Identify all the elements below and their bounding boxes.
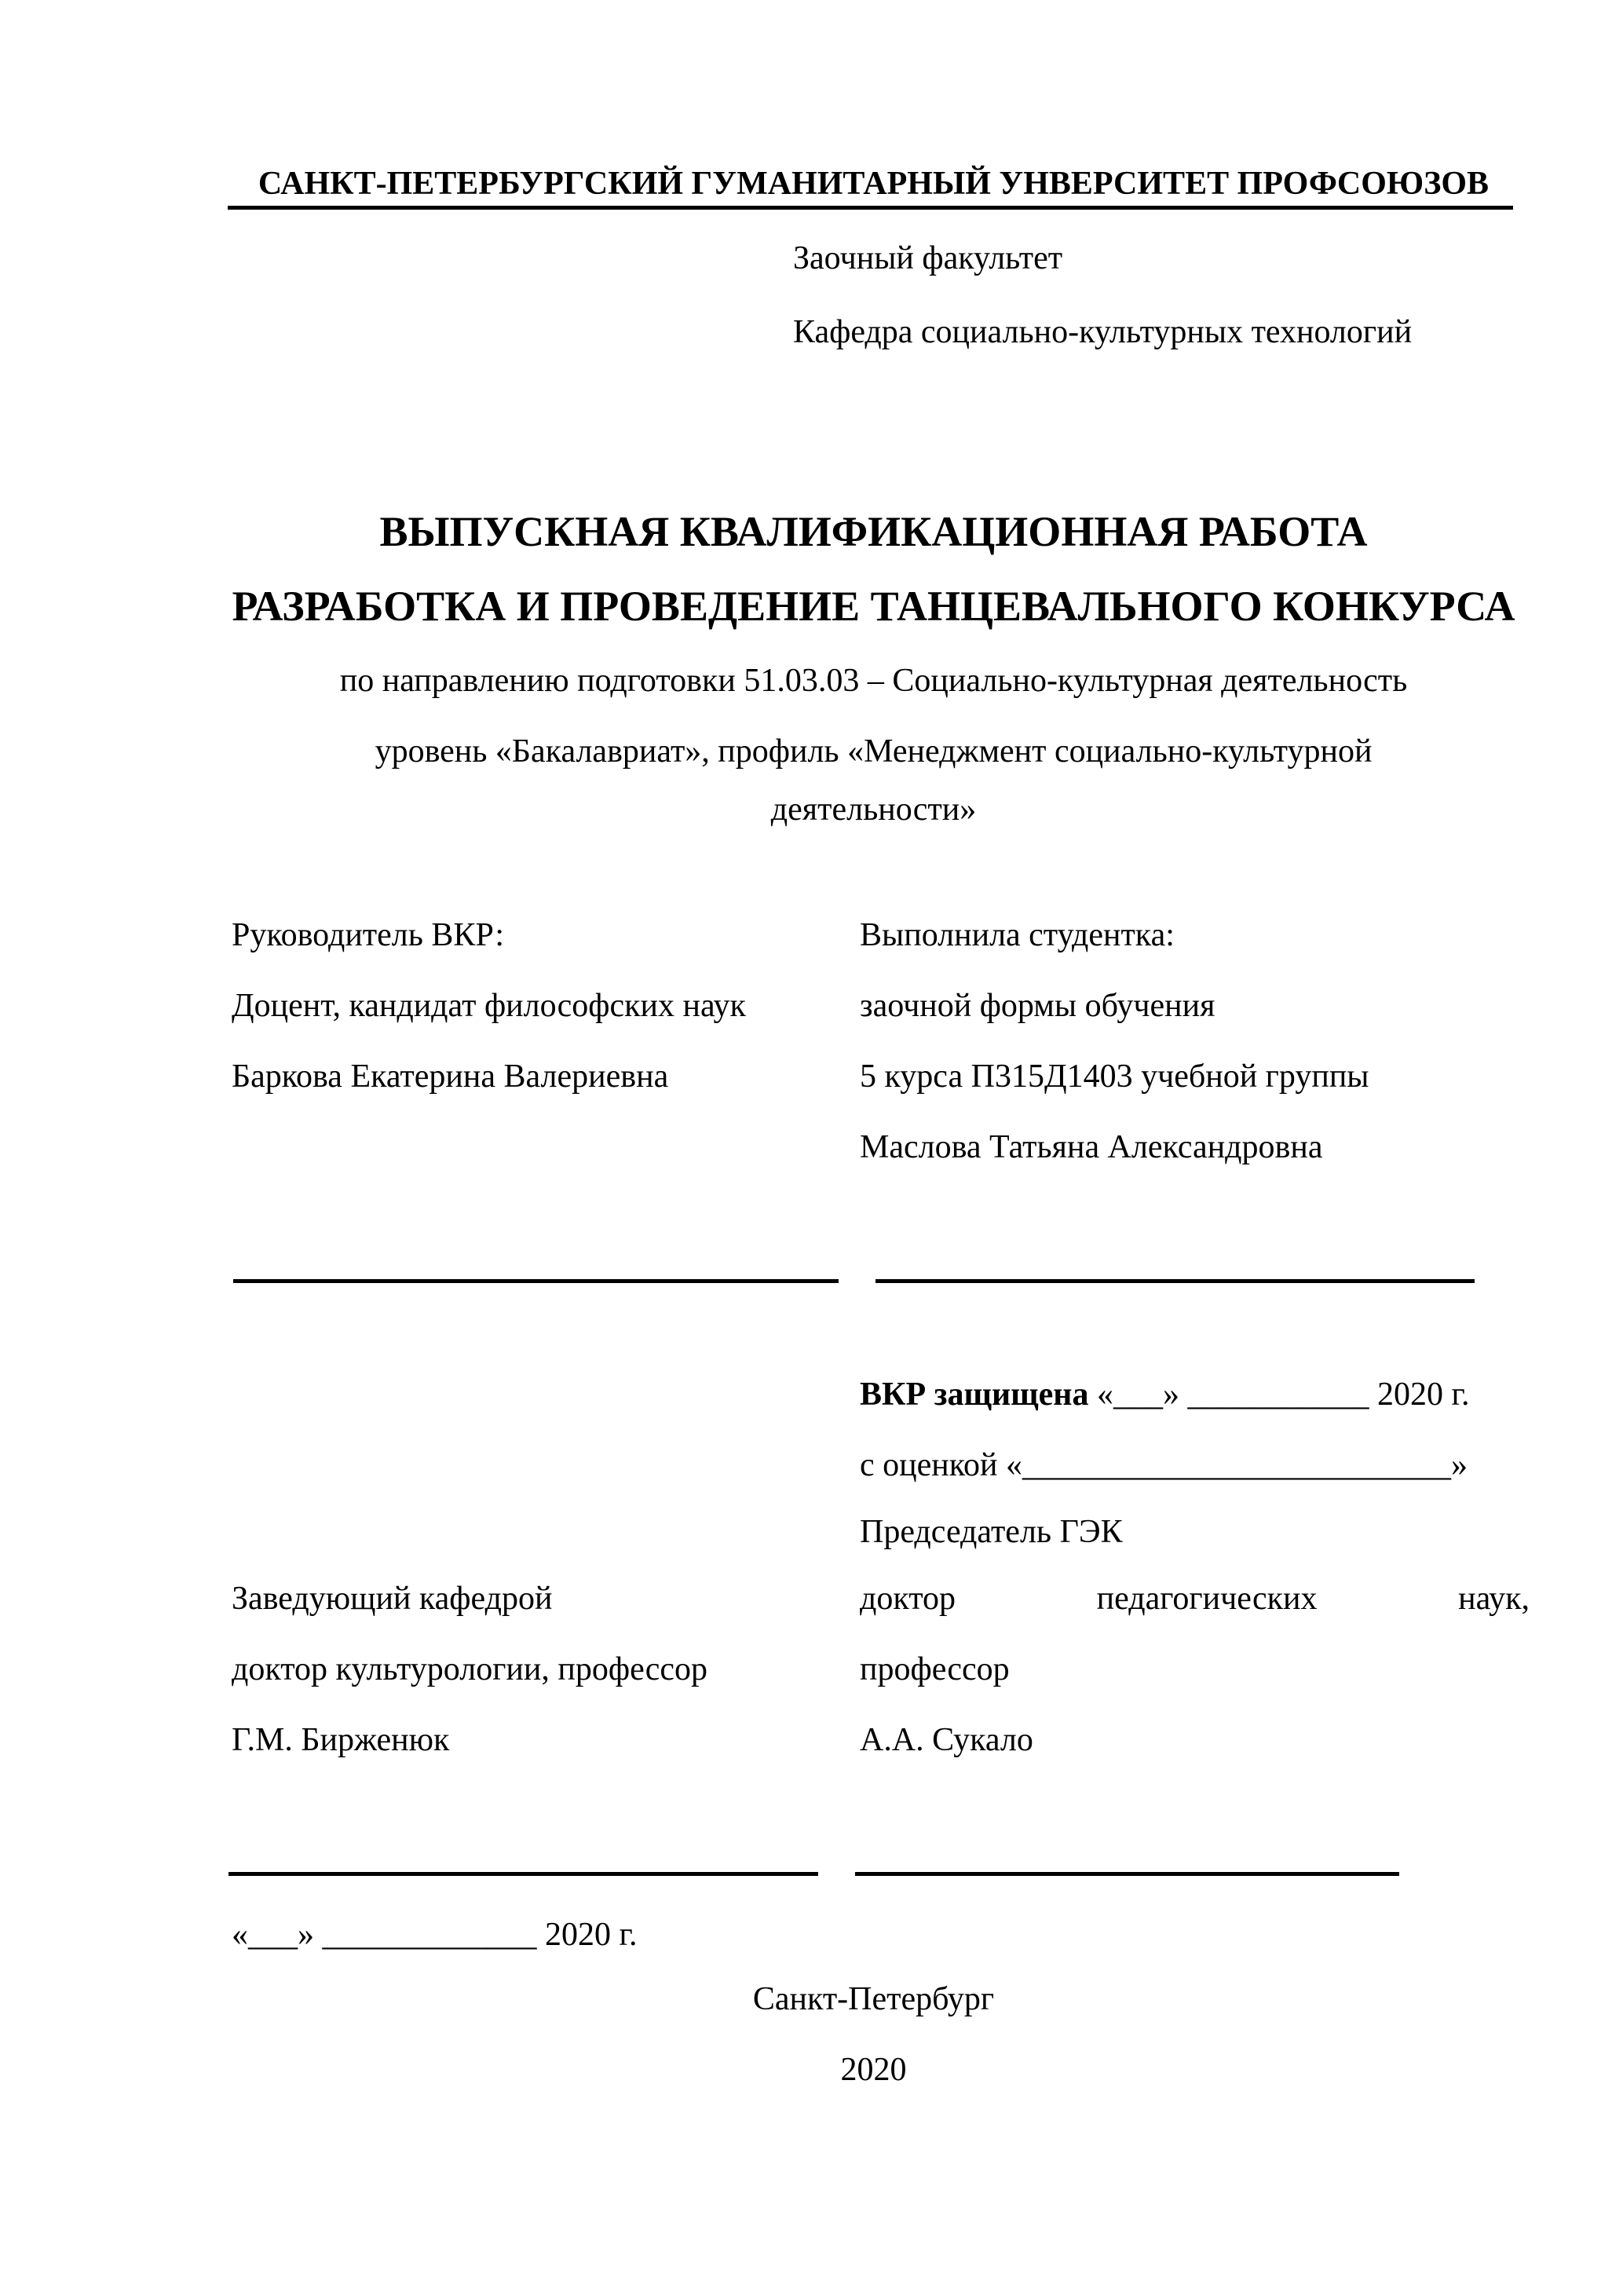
defense-date-line bbox=[860, 1376, 1469, 1413]
department-line: Кафедра социально-культурных технологий bbox=[793, 314, 1413, 350]
department-head-title: Заведующий кафедрой bbox=[232, 1581, 553, 1617]
supervisor-degree: Доцент, кандидат философских наук bbox=[232, 988, 746, 1024]
work-title: РАЗРАБОТКА И ПРОВЕДЕНИЕ ТАНЦЕВАЛЬНОГО КОНКУРСА bbox=[232, 583, 1515, 630]
student-label: Выполнила студентка: bbox=[860, 917, 1175, 953]
gek-chair-degree bbox=[860, 1580, 1530, 1618]
defense-defended-label: ВКР защищена bbox=[860, 1377, 1089, 1413]
year-line: 2020 bbox=[840, 2052, 907, 2088]
gek-chair-name: А.А. Сукало bbox=[860, 1722, 1033, 1758]
city-line: Санкт-Петербург bbox=[752, 1981, 995, 2017]
gek-chair-degree-word-1: доктор bbox=[860, 1581, 956, 1617]
department-head-name: Г.М. Бирженюк bbox=[232, 1722, 450, 1758]
defense-date-blank: «___» ___________ 2020 г. bbox=[1088, 1377, 1470, 1413]
gek-chair-degree-word-3: наук, bbox=[1458, 1581, 1530, 1617]
student-form: заочной формы обучения bbox=[860, 988, 1215, 1024]
work-type-title: ВЫПУСКНАЯ КВАЛИФИКАЦИОННАЯ РАБОТА bbox=[379, 508, 1368, 555]
program-line: по направлению подготовки 51.03.03 – Социально-культурная деятельность bbox=[339, 663, 1408, 699]
supervisor-name: Баркова Екатерина Валериевна bbox=[232, 1058, 669, 1095]
gek-chair-label: Председатель ГЭК bbox=[860, 1514, 1123, 1550]
level-line-1: уровень «Бакалавриат», профиль «Менеджмент социально-культурной bbox=[375, 733, 1373, 770]
student-name: Маслова Татьяна Александровна bbox=[860, 1129, 1323, 1165]
header-rule bbox=[228, 206, 1513, 210]
level-line-2: деятельности» bbox=[770, 792, 977, 828]
faculty-line: Заочный факультет bbox=[793, 240, 1063, 276]
department-head-degree: доктор культурологии, профессор bbox=[232, 1651, 708, 1687]
supervisor-signature-line bbox=[233, 1279, 839, 1283]
university-name: САНКТ-ПЕТЕРБУРГСКИЙ ГУМАНИТАРНЫЙ УНВЕРСИТЕТ ПРОФСОЮЗОВ bbox=[258, 166, 1490, 202]
student-signature-line bbox=[875, 1279, 1475, 1283]
bottom-date-line: «___» _____________ 2020 г. bbox=[232, 1917, 638, 1953]
supervisor-label: Руководитель ВКР: bbox=[232, 917, 505, 953]
student-group: 5 курса П315Д1403 учебной группы bbox=[860, 1058, 1369, 1095]
gek-chair-signature-line bbox=[855, 1872, 1399, 1876]
gek-chair-degree-2: профессор bbox=[860, 1651, 1010, 1687]
gek-chair-degree-word-2: педагогических bbox=[1096, 1581, 1318, 1617]
defense-grade-line: с оценкой «__________________________» bbox=[860, 1447, 1468, 1483]
department-head-signature-line bbox=[228, 1872, 818, 1876]
